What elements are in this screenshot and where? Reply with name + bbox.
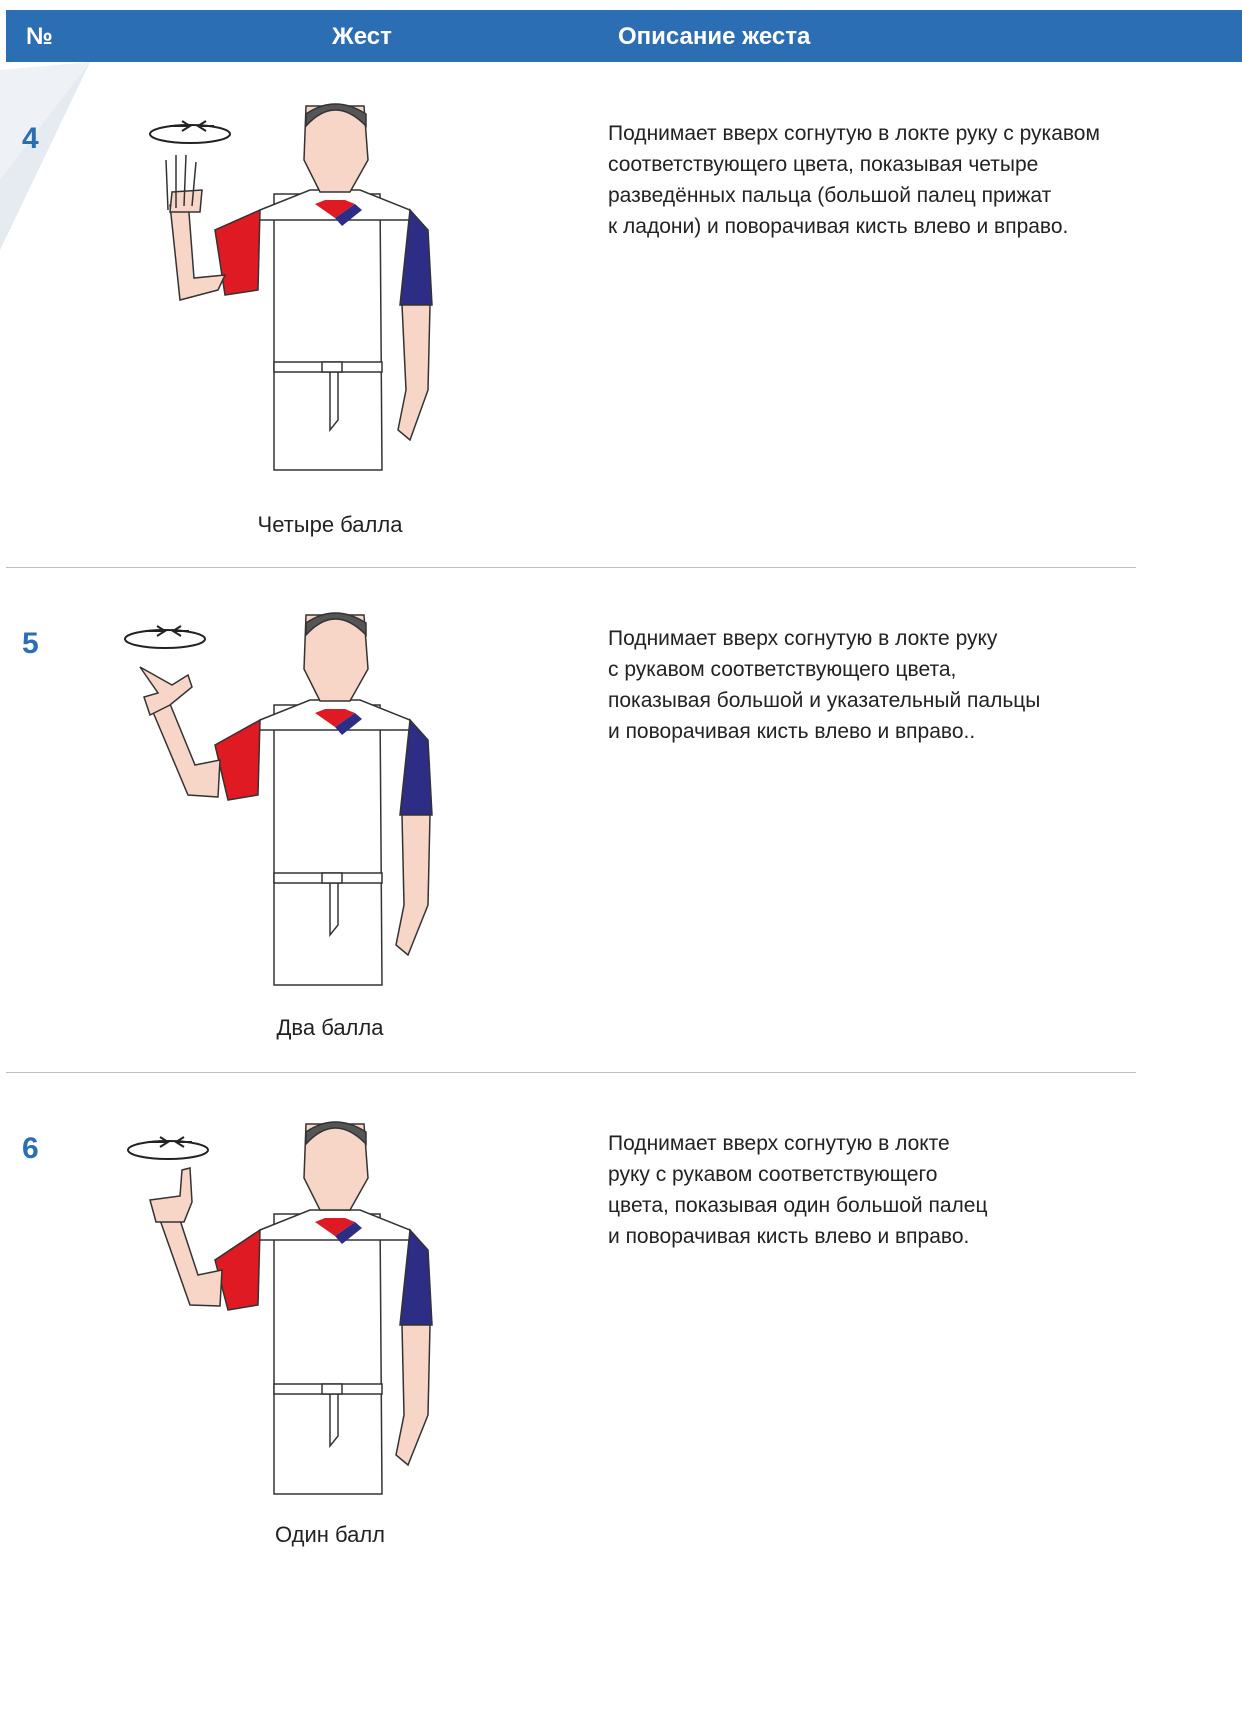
gesture-caption: Два балла xyxy=(276,1015,384,1040)
header-description: Описание жеста xyxy=(618,23,811,50)
row-divider xyxy=(6,1072,1136,1073)
referee-figure xyxy=(110,605,470,1035)
referee-figure xyxy=(110,100,470,530)
gesture-caption: Один балл xyxy=(274,1522,386,1547)
header-gesture: Жест xyxy=(332,23,392,50)
row-divider xyxy=(6,567,1136,568)
referee-figure xyxy=(110,1110,470,1540)
gesture-description: Поднимает вверх согнутую в локте руку с рукавом соответствующего цвета, показывая большой и указательный пальцы и поворачивая кисть влево и вправо.. xyxy=(608,627,1041,743)
gesture-description: Поднимает вверх согнутую в локте руку с рукавом соответствующего цвета, показывая один большой палец и поворачивая кисть влево и вправо. xyxy=(608,1132,988,1248)
gesture-description: Поднимает вверх согнутую в локте руку с рукавом соответствующего цвета, показывая четыре разведённых пальца (большой палец прижат к ладони) и поворачивая кисть влево и вправо. xyxy=(608,122,1100,238)
header-number: № xyxy=(26,23,53,50)
table-header xyxy=(6,10,1242,62)
person xyxy=(150,1122,432,1494)
person xyxy=(166,104,432,470)
rotation-arrows-icon xyxy=(125,626,205,648)
rotation-arrows-icon xyxy=(128,1137,208,1159)
person xyxy=(140,613,432,985)
row-number: 4 xyxy=(22,122,39,155)
row-number: 6 xyxy=(22,1132,39,1165)
rotation-arrows-icon xyxy=(150,121,230,143)
gesture-caption: Четыре балла xyxy=(257,512,403,537)
row-number: 5 xyxy=(22,627,39,660)
